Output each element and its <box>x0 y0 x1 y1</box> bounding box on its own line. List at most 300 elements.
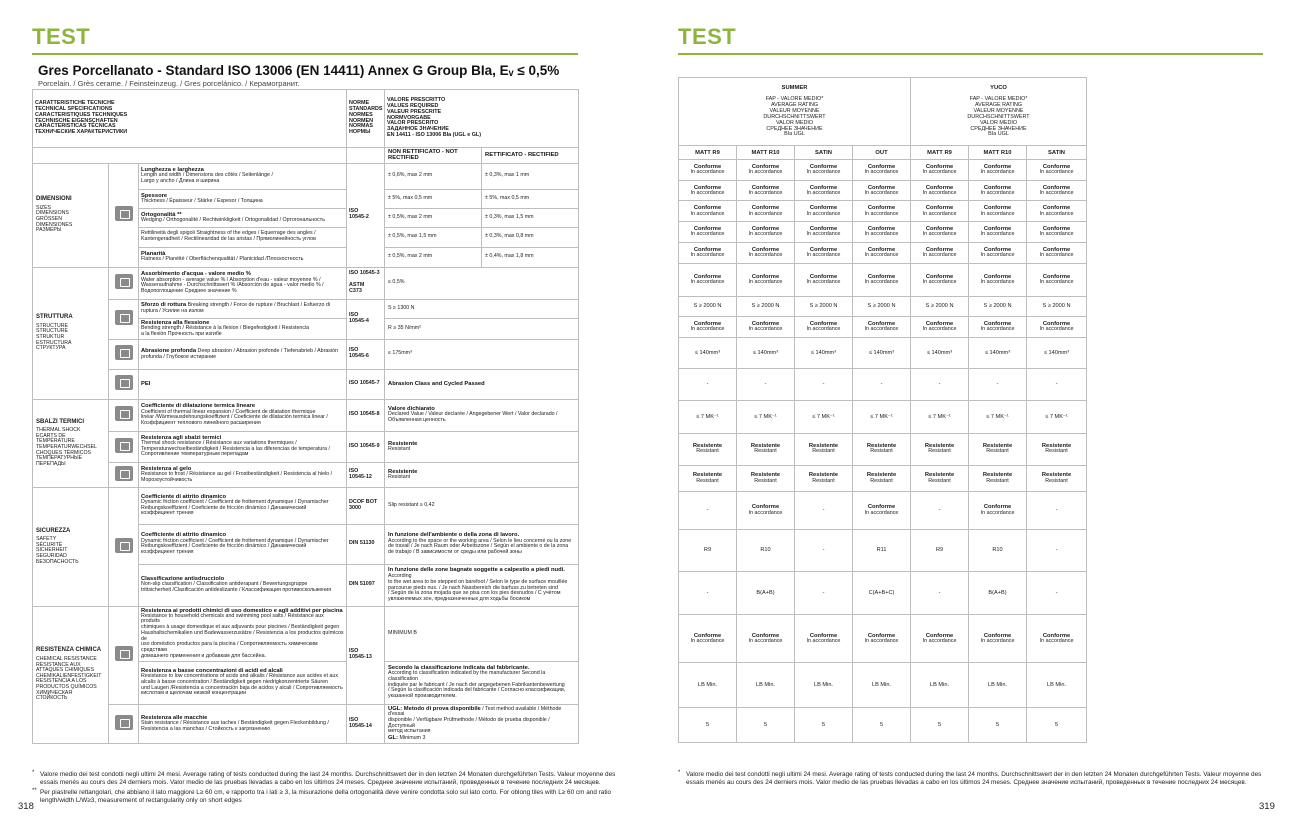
result-cell <box>737 615 795 663</box>
result-cell <box>795 201 853 222</box>
result-cell: 5 <box>911 707 969 742</box>
category-safety: SICUREZZA SAFETY SÉCURITÉ SICHERHEIT SEGURIDAD БЕЗОПАСНОСТЬ <box>33 487 109 606</box>
property-household-chemicals: Resistenza ai prodotti chimici di uso domestico e agli additivi per piscina Resistance to household chemicals and swimming pool salts / Résistance aux produits chimiques à usage domestique et aux adjuvants pour piscines / Beständigkeit gegen Haushaltschemikalien und Badewasserzusätze / Resistencia a los productos químicos de uso doméstico productos para la piscina / Сопротивляемость химическим средствам домашнего применения и добавкам для бассейна. <box>139 606 347 661</box>
result-cell: LB Min. <box>737 662 795 707</box>
result-cell: ≤ 140mm³ <box>911 338 969 369</box>
header-rule-right <box>678 53 1263 55</box>
result-note: In accordance <box>864 278 899 285</box>
result-note: In accordance <box>980 637 1015 644</box>
result-cell <box>969 316 1027 338</box>
value-rectified: ± 5%, max 0,5 mm <box>482 189 579 208</box>
result-cell: LB Min. <box>1027 662 1087 707</box>
standard-iso-10545-2: ISO 10545-2 <box>347 163 385 267</box>
property-stain-resistance: Resistenza alle macchie Stain resistance / Résistance aux taches / Beständigkeit gegen Fleckenbildung / Resistencia a las manchas / Стойкость к загрязнению <box>139 704 347 743</box>
result-note: In accordance <box>806 326 841 333</box>
property-wedging: Ortogonalità ** Wedging / Orthogonalité / Rechtwinkligkeit / Ortogonalidad / Ортогональность <box>139 208 347 227</box>
result-cell <box>969 159 1027 180</box>
result-note: In accordance <box>980 169 1015 176</box>
result-value: Conforme <box>809 246 838 253</box>
value-breaking-strength: S ≥ 1300 N <box>385 299 579 318</box>
result-value: Conforme <box>925 163 954 170</box>
result-note: In accordance <box>748 509 783 516</box>
value-not-rectified: ± 0,5%, max 2 mm <box>385 247 482 267</box>
result-note: In accordance <box>1039 251 1074 258</box>
property-flatness: Planarità Flatness / Planéité / Oberflächenqualität / Planicidad /Плоскостность <box>139 247 347 267</box>
result-cell: - <box>1027 369 1087 400</box>
result-value: Resistente <box>982 472 1013 479</box>
result-value: Conforme <box>809 163 838 170</box>
result-note: In accordance <box>690 637 725 644</box>
result-cell: S ≥ 2000 N <box>1027 296 1087 316</box>
result-value: Conforme <box>751 225 780 232</box>
standard-iso-10545-3: ISO 10545-3 ASTM C373 <box>347 267 385 299</box>
result-cell: 5 <box>1027 707 1087 742</box>
footnotes-right: * Valore medio dei test condotti negli ultimi 24 mesi. Average rating of tests conducted during the last 24 months. Durchschnittswert der in den letzten 24 Monaten durchgeführten Tests. Valeur moyenne des essais menés au cours des 24 derniers mois. Valor medio de las pruebas llevadas a cabo en los últimos 24 meses. Среднее значение испытаний, проведенных в течение последних 24 месяцев. <box>678 770 1262 786</box>
result-value: Conforme <box>983 184 1012 191</box>
result-value: Resistente <box>750 472 781 479</box>
result-value: Conforme <box>693 184 722 191</box>
result-cell: - <box>795 369 853 400</box>
result-note: In accordance <box>922 251 957 258</box>
result-note: In accordance <box>806 637 841 644</box>
page-subtitle: Porcelain. / Grès cerame. / Feinsteinzeug. / Gres porcelánico. / Керамогранит. <box>38 79 300 88</box>
result-value: Conforme <box>867 205 896 212</box>
property-pei: PEI <box>139 369 347 399</box>
value-water-absorption: ≤ 0,5% <box>385 267 579 299</box>
result-cell <box>795 222 853 243</box>
safety-icon <box>109 487 139 606</box>
result-value: Conforme <box>925 246 954 253</box>
result-value: Conforme <box>693 163 722 170</box>
pei-icon <box>109 369 139 399</box>
result-cell: B(A+B) <box>969 571 1027 615</box>
col-header: MATT R9 <box>911 146 969 160</box>
result-cell <box>853 316 911 338</box>
result-note: In accordance <box>922 278 957 285</box>
result-value: Conforme <box>867 273 896 280</box>
result-value: Resistente <box>1041 443 1072 450</box>
result-note: In accordance <box>806 251 841 258</box>
result-cell: 5 <box>969 707 1027 742</box>
chemical-icon <box>109 606 139 704</box>
result-cell <box>679 242 737 263</box>
result-note: Resistant <box>986 448 1009 455</box>
result-cell: ≤ 7 MK⁻¹ <box>679 400 737 433</box>
result-note: Resistant <box>928 477 951 484</box>
col-header: SATIN <box>1027 146 1087 160</box>
result-cell: ≤ 140mm³ <box>737 338 795 369</box>
result-value: Conforme <box>1042 163 1071 170</box>
result-note: Resistant <box>812 477 835 484</box>
th-standards: NORME STANDARDS NORMES NORMEN NORMAS НОРМЫ <box>347 90 385 148</box>
property-thickness: Spessore Thickness / Épaisseur / Stärke / Espesor / Толщина <box>139 189 347 208</box>
value-deep-abrasion: ≤ 175mm³ <box>385 339 579 369</box>
result-cell <box>679 222 737 243</box>
th-empty <box>347 148 385 164</box>
result-value: Conforme <box>809 632 838 639</box>
result-note: In accordance <box>864 210 899 217</box>
result-note: Resistant <box>1045 448 1068 455</box>
value-rectified: ± 0,3%, max 1 mm <box>482 163 579 189</box>
th-technical: CARATTERISTICHE TECNICHE TECHNICAL SPECIFICATIONS CARACTERISTIQUES TECHNIQUES TECHNISCHE EIGENSCHAFTEN CARACTERISTICAS TÉCNICAS ТЕХНИЧЕСКИЕ ХАРАКТЕРИСТИКИ <box>33 90 347 148</box>
result-note: In accordance <box>690 189 725 196</box>
result-cell <box>795 263 853 296</box>
value-bending-strength: R ≥ 35 N/mm² <box>385 318 579 339</box>
result-value: Conforme <box>809 225 838 232</box>
result-note: Resistant <box>928 448 951 455</box>
result-cell <box>911 263 969 296</box>
result-note: In accordance <box>748 326 783 333</box>
result-note: In accordance <box>1039 210 1074 217</box>
result-note: In accordance <box>1039 231 1074 238</box>
result-note: Resistant <box>754 477 777 484</box>
thermal-expansion-icon <box>109 399 139 431</box>
header-rule-left <box>32 53 578 55</box>
result-cell <box>1027 242 1087 263</box>
col-header: OUT <box>853 146 911 160</box>
value-din-51130: In funzione dell'ambiente o della zona di lavoro. According to the space or the working area / Selon le lieu concerné ou la zone de travail / Je nach Raum oder Arbeitszone / Según el ambiente o de la zona de trabajo / В зависимости от среды или рабочей зоны <box>385 524 579 564</box>
property-thermal-expansion: Coefficiente di dilatazione termica lineare Coefficient of thermal linear expansion / Coefficient de dilatation thermique linéar /Wärmeausdehnungskoeffizient / Coeficiente de dilatación termica linear / Коэффициент теплового линейного расширения <box>139 399 347 431</box>
result-cell: - <box>1027 571 1087 615</box>
result-value: Conforme <box>751 273 780 280</box>
result-value: Conforme <box>983 246 1012 253</box>
result-note: In accordance <box>748 278 783 285</box>
result-note: In accordance <box>864 637 899 644</box>
result-cell: ≤ 7 MK⁻¹ <box>911 400 969 433</box>
result-note: In accordance <box>980 509 1015 516</box>
page-title: Gres Porcellanato - Standard ISO 13006 (EN 14411) Annex G Group BIa, Eᵥ ≤ 0,5% <box>38 63 560 78</box>
result-cell: - <box>1027 491 1087 529</box>
result-cell: - <box>795 530 853 571</box>
result-cell: ≤ 7 MK⁻¹ <box>853 400 911 433</box>
result-cell <box>679 180 737 201</box>
result-value: Conforme <box>1042 184 1071 191</box>
result-cell: R10 <box>737 530 795 571</box>
result-cell <box>679 159 737 180</box>
result-value: Conforme <box>983 320 1012 327</box>
result-value: Conforme <box>693 273 722 280</box>
result-note: In accordance <box>980 251 1015 258</box>
result-note: In accordance <box>980 189 1015 196</box>
result-note: In accordance <box>922 231 957 238</box>
result-cell: S ≥ 2000 N <box>969 296 1027 316</box>
result-value: Resistente <box>866 443 897 450</box>
result-note: In accordance <box>748 189 783 196</box>
value-not-rectified: ± 0,5%, max 2 mm <box>385 208 482 227</box>
result-cell <box>969 491 1027 529</box>
dimensions-icon <box>109 163 139 267</box>
result-cell <box>737 242 795 263</box>
value-rectified: ± 0,3%, max 1,5 mm <box>482 208 579 227</box>
result-value: Conforme <box>867 632 896 639</box>
result-cell: ≤ 140mm³ <box>795 338 853 369</box>
result-value: Resistente <box>924 472 955 479</box>
result-cell <box>969 222 1027 243</box>
result-cell <box>853 615 911 663</box>
result-value: Resistente <box>982 443 1013 450</box>
product-results-table <box>678 77 1087 743</box>
result-note: In accordance <box>864 189 899 196</box>
value-din-51097: In funzione delle zone bagnate soggette a calpestio a piedi nudi. According to the wet area to be stepped on barefoot / Selon le type de surface mouillée parcourue pieds nus. / Je nach Nassbereich die barfuss zu betreten sind / Según de la zona mojada que se pisa con los pies desnudos / С учётом увлажняемых зон, предназначенных для ходьбы босиком <box>385 564 579 606</box>
result-cell: ≤ 7 MK⁻¹ <box>795 400 853 433</box>
value-slip-resistant: Slip resistant ≥ 0,42 <box>385 487 579 524</box>
result-value: Conforme <box>751 632 780 639</box>
result-cell: - <box>853 369 911 400</box>
result-value: Conforme <box>809 320 838 327</box>
result-cell <box>1027 180 1087 201</box>
standard-iso-10545-4: ISO 10545-4 <box>347 299 385 339</box>
result-note: In accordance <box>690 231 725 238</box>
result-value: Resistente <box>692 472 723 479</box>
standard-iso-10545-8: ISO 10545-8 <box>347 399 385 431</box>
result-note: In accordance <box>864 509 899 516</box>
result-cell <box>911 316 969 338</box>
result-cell <box>679 316 737 338</box>
result-cell: 5 <box>795 707 853 742</box>
result-cell: - <box>911 491 969 529</box>
result-cell <box>853 201 911 222</box>
value-rectified: ± 0,3%, max 0,8 mm <box>482 227 579 247</box>
result-note: Resistant <box>986 477 1009 484</box>
result-cell <box>679 201 737 222</box>
result-cell: 5 <box>853 707 911 742</box>
result-cell <box>795 242 853 263</box>
result-value: Conforme <box>925 225 954 232</box>
result-cell <box>795 316 853 338</box>
result-cell: LB Min. <box>679 662 737 707</box>
result-cell <box>795 615 853 663</box>
value-pei: Abrasion Class and Cycled Passed <box>385 369 579 399</box>
result-note: In accordance <box>1039 326 1074 333</box>
value-thermal-expansion: Valore dichiarato Declared Value / Valeur declarée / Angegebener Wert / Valor declarado / Объявленная ценность <box>385 399 579 431</box>
result-note: In accordance <box>806 210 841 217</box>
result-value: Resistente <box>808 443 839 450</box>
result-value: Conforme <box>693 225 722 232</box>
result-cell: - <box>679 491 737 529</box>
result-cell: B(A+B) <box>737 571 795 615</box>
result-cell <box>911 615 969 663</box>
result-value: Conforme <box>983 632 1012 639</box>
result-cell: LB Min. <box>795 662 853 707</box>
result-cell: R10 <box>969 530 1027 571</box>
category-dimensions: DIMENSIONI SIZES DIMENSIONS GRÖSSEN DIMENSIONES РАЗМЕРЫ <box>33 163 109 267</box>
property-length-width: Lunghezza e larghezza Length and width / Dimensions des côtés / Seitenlänge / Largo y ancho / Длина и ширина <box>139 163 347 189</box>
result-note: In accordance <box>980 326 1015 333</box>
property-dynamic-friction: Coefficiente di attrito dinamico Dynamic friction coefficient / Coefficient de frottement dynamique / Dynamischer Reibungskoeffizient / Coeficiente de fricción dinámico / Динамический коэффициент трения <box>139 487 347 524</box>
col-header: MATT R10 <box>969 146 1027 160</box>
result-note: Resistant <box>696 477 719 484</box>
result-note: In accordance <box>806 231 841 238</box>
result-cell <box>795 465 853 491</box>
result-note: Resistant <box>812 448 835 455</box>
result-cell <box>1027 263 1087 296</box>
result-value: Conforme <box>983 163 1012 170</box>
result-cell <box>1027 222 1087 243</box>
result-cell: R9 <box>679 530 737 571</box>
result-note: In accordance <box>748 231 783 238</box>
result-cell: - <box>737 369 795 400</box>
result-value: Resistente <box>692 443 723 450</box>
header-test-right: TEST <box>678 24 737 49</box>
result-cell <box>679 465 737 491</box>
result-cell <box>795 433 853 465</box>
value-thermal-shock: Resistente Resistant <box>385 431 579 462</box>
result-cell <box>911 242 969 263</box>
result-value: Conforme <box>1042 246 1071 253</box>
property-water-absorption: Assorbimento d'acqua - valore medio % Water absorption - average value % / Absorption d'eau - valeur moyenne % / Wasseraufnahme - Durchschnittswert % /Absorción de agua - valor medio % / Водопоглощение Среднее значение % <box>139 267 347 299</box>
result-cell: LB Min. <box>969 662 1027 707</box>
result-cell: LB Min. <box>911 662 969 707</box>
result-value: Conforme <box>1042 205 1071 212</box>
result-note: In accordance <box>690 251 725 258</box>
standard-dcof: DCOF BOT 3000 <box>347 487 385 524</box>
category-thermal-shock: SBALZI TERMICI THERMAL SHOCK ECARTS DE TEMPÉRATURE TEMPERATURWECHSEL CHOQUES TÉRMICOS ТЕМПЕРАТУРНЫЕ ПЕРЕПАДЫ <box>33 399 109 487</box>
property-non-slip: Classificazione antisdrucciolo Non-slip classification / Classification antiderapant / Bewertungsgruppe trittsicherheit /Clasificación antideslizante / Классификация противоскольжения <box>139 564 347 606</box>
result-note: In accordance <box>922 210 957 217</box>
result-value: Resistente <box>808 472 839 479</box>
group-summer: SUMMER FAP - VALORE MEDIO* AVERAGE RATING VALEUR MOYENNE DURCHSCHNITTSWERT VALOR MEDIO СРЕДНЕЕ ЗНАЧЕНИЕ BIa UGL <box>679 78 911 146</box>
result-value: Conforme <box>809 205 838 212</box>
result-cell <box>795 159 853 180</box>
standard-iso-10545-7: ISO 10545-7 <box>347 369 385 399</box>
property-thermal-shock: Resistenza agli sbalzi termici Thermal shock resistance / Résistance aux variations thermiques / Temperaturwechselbeständigkeit / Resistencia a las diferencias de temperatura / Сопротивление температурным перепадам <box>139 431 347 462</box>
standard-iso-10545-12: ISO 10545-12 <box>347 462 385 487</box>
result-note: In accordance <box>1039 278 1074 285</box>
result-cell: ≤ 140mm³ <box>969 338 1027 369</box>
value-household-chemicals: MINIMUM B <box>385 606 579 661</box>
result-note: Resistant <box>870 448 893 455</box>
result-value: Conforme <box>925 632 954 639</box>
result-cell <box>1027 159 1087 180</box>
spec-table <box>32 89 579 744</box>
value-not-rectified: ± 5%, max 0,5 mm <box>385 189 482 208</box>
col-header: MATT R9 <box>679 146 737 160</box>
result-cell: - <box>679 571 737 615</box>
result-cell: ≤ 7 MK⁻¹ <box>1027 400 1087 433</box>
result-note: In accordance <box>748 169 783 176</box>
result-note: In accordance <box>864 251 899 258</box>
result-cell: - <box>795 491 853 529</box>
result-value: Conforme <box>751 163 780 170</box>
footnotes-left: * Valore medio dei test condotti negli ultimi 24 mesi. Average rating of tests conducted during the last 24 months. Durchschnittswert der in den letzten 24 Monaten durchgeführten Tests. Valeur moyenne des essais menés au cours des 24 derniers mois. Valor medio de las pruebas llevadas a cabo en los últimos 24 meses. Среднее значение испытаний, проведенных в течение последних 24 месяцев. ** Per piastrelle rettangolari, che abbiano il lato maggiore L≥ 60 cm, e rapporto tra i lati ≥ 3, la misurazione della ortogonalità deve venire condotta solo sul lato corto. For oblong tiles with L≥ 60 cm and ratio length/width L/W≥3, measurement of rectangularity only on short edges <box>32 770 616 804</box>
result-note: In accordance <box>922 637 957 644</box>
result-cell: R11 <box>853 530 911 571</box>
result-cell <box>911 180 969 201</box>
result-value: Conforme <box>983 225 1012 232</box>
result-note: In accordance <box>1039 637 1074 644</box>
result-cell <box>969 615 1027 663</box>
result-value: Resistente <box>750 443 781 450</box>
result-note: In accordance <box>864 231 899 238</box>
th-not-rectified: NON RETTIFICATO - NOT RECTIFIED <box>385 148 482 164</box>
category-structure: STRUTTURA STRUCTURE STRUCTURE STRUKTUR ESTRUCTURA СТРУКТУРА <box>33 267 109 399</box>
result-cell <box>1027 201 1087 222</box>
result-cell: S ≥ 2000 N <box>795 296 853 316</box>
result-cell: S ≥ 2000 N <box>737 296 795 316</box>
result-value: Conforme <box>867 184 896 191</box>
result-note: In accordance <box>864 169 899 176</box>
footnote-rectangular: Per piastrelle rettangolari, che abbiano il lato maggiore L≥ 60 cm, e rapporto tra i lati ≥ 3, la misurazione della ortogonalità deve venire condotta solo sul lato corto. For oblong tiles with L≥ 60 cm and ratio length/width L/W≥3, measurement of rectangularity only on short edges <box>40 789 612 804</box>
stain-icon <box>109 704 139 743</box>
page-number-right: 319 <box>1259 801 1275 812</box>
result-cell <box>969 201 1027 222</box>
result-note: In accordance <box>806 169 841 176</box>
standard-din-51130: DIN 51130 <box>347 524 385 564</box>
result-value: Conforme <box>867 246 896 253</box>
result-note: In accordance <box>1039 169 1074 176</box>
result-note: In accordance <box>690 278 725 285</box>
value-acids-alkalis: Secondo la classificazione indicata dal fabbricante. According to classification indicated by the manufacturer Second la classification indiquée par le fabricant / Je nach der angegebenen Fabrikantenbewertung / Según la clasificación indicada del fabricante / Согласно классификации, указанной производителем. <box>385 661 579 704</box>
result-cell <box>853 491 911 529</box>
result-cell <box>853 159 911 180</box>
result-cell: ≤ 140mm³ <box>853 338 911 369</box>
th-values: VALORE PRESCRITTO VALUES REQUIRED VALEUR PRESCRITE NORMVORGABE VALOR PRESCRITO ЗАДАННОЕ ЗНАЧЕНИЕ EN 14411 - ISO 13006 BIa (UGL e GL) <box>385 90 579 148</box>
result-value: Conforme <box>693 632 722 639</box>
value-not-rectified: ± 0,6%, max 2 mm <box>385 163 482 189</box>
result-cell <box>737 159 795 180</box>
result-note: In accordance <box>748 637 783 644</box>
result-cell: - <box>969 369 1027 400</box>
result-cell <box>911 433 969 465</box>
page-number-left: 318 <box>18 801 34 812</box>
result-cell: - <box>679 369 737 400</box>
result-value: Conforme <box>867 163 896 170</box>
result-note: Resistant <box>696 448 719 455</box>
result-cell <box>853 433 911 465</box>
result-value: Resistente <box>1041 472 1072 479</box>
result-value: Conforme <box>693 205 722 212</box>
result-cell: S ≥ 2000 N <box>853 296 911 316</box>
result-cell <box>679 263 737 296</box>
result-cell <box>737 180 795 201</box>
result-value: Conforme <box>983 273 1012 280</box>
result-value: Conforme <box>1042 632 1071 639</box>
result-cell <box>969 465 1027 491</box>
value-stain-resistance: UGL: Metodo di prova disponibile / Test method available / Méthode d'essai disponible / Verfügbare Prüfmethode / Método de prueba disponible / Доступный метод испытания GL: Minimum 3 <box>385 704 579 743</box>
th-empty <box>33 148 347 164</box>
result-note: In accordance <box>748 251 783 258</box>
result-value: Conforme <box>925 273 954 280</box>
result-value: Conforme <box>867 225 896 232</box>
header-test-left: TEST <box>32 24 91 49</box>
value-rectified: ± 0,4%, max 1,8 mm <box>482 247 579 267</box>
result-value: Conforme <box>751 504 780 511</box>
property-acids-alkalis: Resistenza a basse concentrazioni di acidi ed alcali Resistance to low concentrations of acids and alkalis / Résistance aux acides et aux alcalis à basse concentration / Beständigkeit gegen niedrigkonzentrierte Säuren und Laugen /Resistencia a concentración baja de acidos y alcali / Сопротивляемость кислотам и щелочам низкой концентрации <box>139 661 347 704</box>
result-value: Conforme <box>867 320 896 327</box>
result-cell <box>911 222 969 243</box>
property-frost: Resistenza al gelo Resistance to frost / Résistance au gel / Frostbeständigkeit / Resistencia al hielo / Морозоустойчивость <box>139 462 347 487</box>
result-cell <box>911 159 969 180</box>
property-bending-strength: Resistenza alla flessione Bending strength / Résistance à la flexion / Biegefestigkeit / Resistencia a la flexión Прочность при изгибе <box>139 318 347 339</box>
property-straightness: Rettilineità degli spigoli Straightness of the edges / Equerrage des angles / Kantengeradheit / Rectilinearidad de las aristas / Прямолинейность углов <box>139 227 347 247</box>
result-note: In accordance <box>748 210 783 217</box>
standard-iso-10545-13: ISO 10545-13 <box>347 606 385 704</box>
result-cell: S ≥ 2000 N <box>679 296 737 316</box>
result-value: Conforme <box>925 205 954 212</box>
result-cell: - <box>1027 530 1087 571</box>
result-value: Conforme <box>809 184 838 191</box>
result-value: Conforme <box>925 320 954 327</box>
result-cell: - <box>911 571 969 615</box>
result-value: Conforme <box>809 273 838 280</box>
result-note: In accordance <box>806 189 841 196</box>
result-cell <box>911 201 969 222</box>
result-cell <box>853 242 911 263</box>
result-value: Conforme <box>867 504 896 511</box>
result-cell: LB Min. <box>853 662 911 707</box>
result-cell <box>737 465 795 491</box>
result-value: Conforme <box>983 504 1012 511</box>
